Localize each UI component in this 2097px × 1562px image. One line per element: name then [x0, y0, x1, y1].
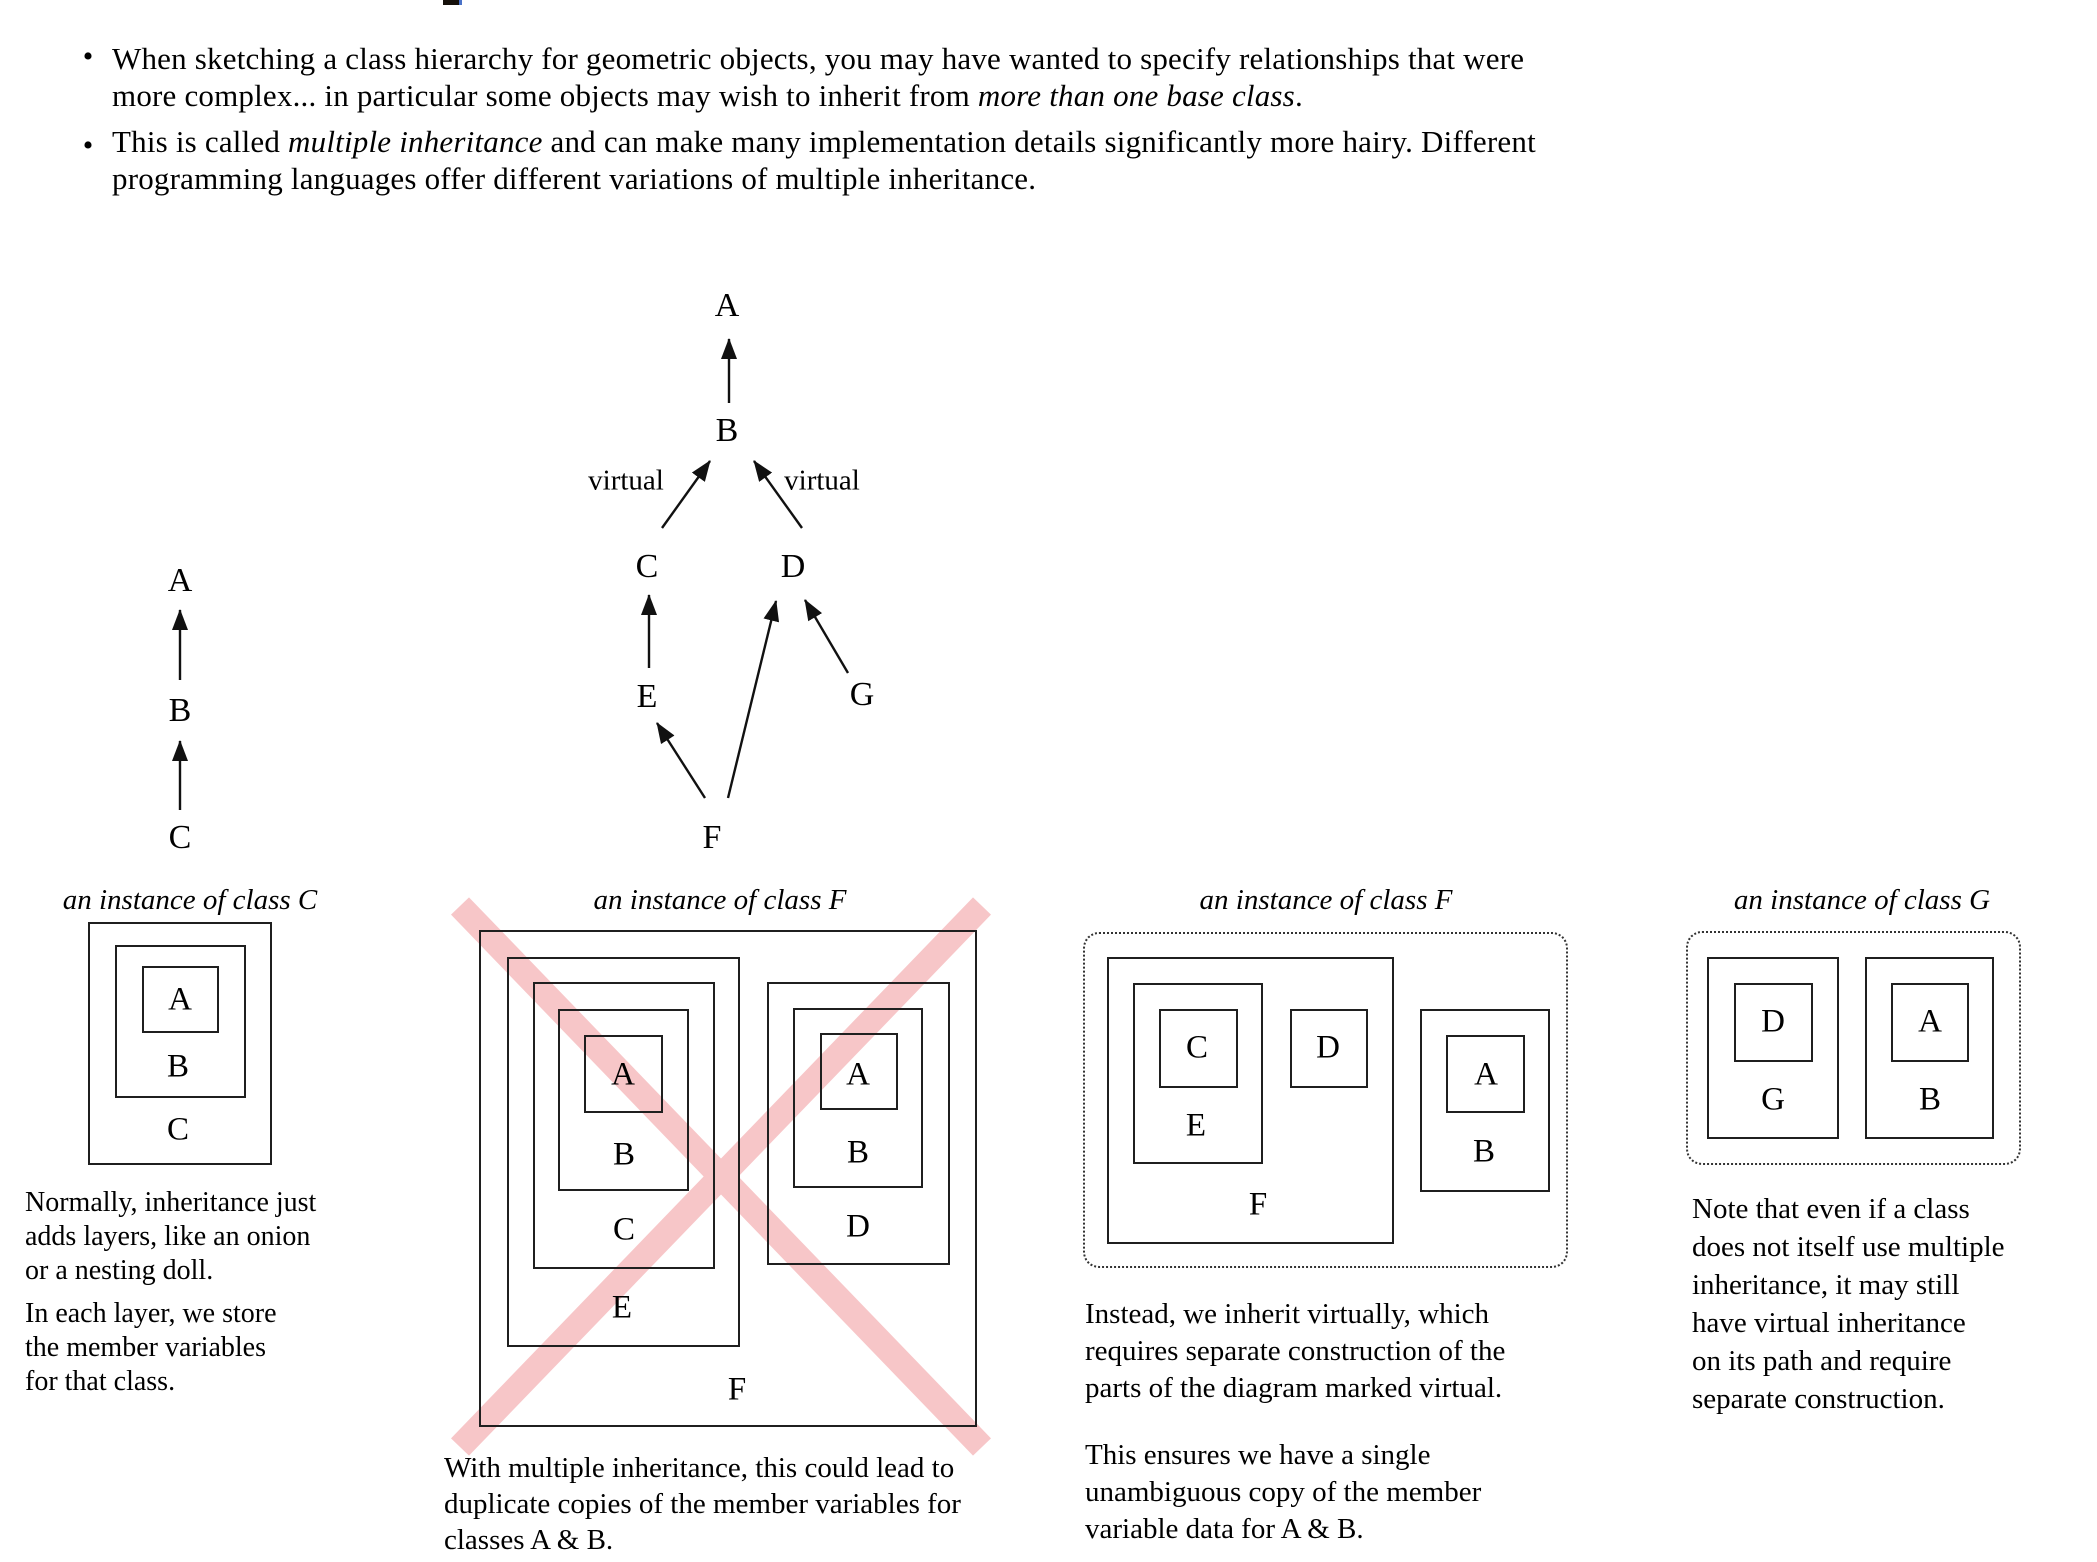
- caption-line: requires separate construction of the: [1085, 1335, 1506, 1367]
- caption-line: Note that even if a class: [1692, 1193, 1970, 1225]
- instance-fbad-label-f: F: [727, 1371, 747, 1408]
- caption-line: have virtual inheritance: [1692, 1307, 1966, 1339]
- hierarchy-node-d: D: [780, 548, 806, 585]
- instance-fbad-label-b1: B: [612, 1136, 636, 1173]
- left-chain-node-b: B: [168, 692, 192, 729]
- caption-line: does not itself use multiple: [1692, 1231, 2005, 1263]
- hierarchy-node-b: B: [715, 412, 739, 449]
- bullet-1-line-2-period: .: [1294, 78, 1303, 113]
- arrow-f-to-e: [657, 723, 705, 798]
- caption-line: inheritance, it may still: [1692, 1269, 1960, 1301]
- instance-g-label-g: G: [1761, 1081, 1785, 1118]
- caption-line: separate construction.: [1692, 1383, 1945, 1415]
- bullet-2-line-1-roman-2: and can make many implementation details significantly more hairy. Different: [542, 124, 1536, 159]
- caption-line: the member variables: [25, 1332, 267, 1363]
- caption-line: variable data for A & B.: [1085, 1513, 1364, 1545]
- instance-fbad-label-a1: A: [611, 1056, 635, 1093]
- hierarchy-node-a: A: [714, 287, 740, 324]
- inheritance-arrows: [180, 339, 848, 810]
- arrow-f-to-d: [728, 601, 776, 798]
- left-chain-node-c: C: [168, 819, 192, 856]
- instance-fbad-label-e: E: [611, 1289, 633, 1326]
- bullet-1-line-2-roman: more complex... in particular some objects may wish to inherit from: [112, 78, 978, 113]
- caption-line: parts of the diagram marked virtual.: [1085, 1372, 1503, 1404]
- instance-fgood-title: an instance of class F: [1199, 884, 1453, 916]
- instance-c-label-c: C: [166, 1111, 190, 1148]
- caption-line: adds layers, like an onion: [25, 1221, 311, 1252]
- instance-fbad-title: an instance of class F: [593, 884, 847, 916]
- instance-c-label-a: A: [168, 981, 192, 1018]
- instance-fbad-label-b2: B: [846, 1134, 870, 1171]
- instance-fgood-label-c: C: [1185, 1029, 1209, 1066]
- bullet-1-line-2-italic: more than one base class: [977, 78, 1295, 113]
- instance-fbad-label-d: D: [846, 1208, 870, 1245]
- caption-line: With multiple inheritance, this could lead to: [444, 1452, 955, 1484]
- instance-fbad-label-c: C: [612, 1211, 636, 1248]
- hierarchy-node-g: G: [849, 676, 875, 713]
- caption-line: In each layer, we store: [25, 1298, 277, 1329]
- bullet-1-marker: •: [82, 40, 94, 73]
- instance-g-label-d: D: [1761, 1003, 1785, 1040]
- bullet-1-line-1: When sketching a class hierarchy for geometric objects, you may have wanted to specify relationships that were: [112, 41, 1525, 76]
- instance-c-label-b: B: [166, 1048, 190, 1085]
- caption-line: duplicate copies of the member variables for: [444, 1488, 961, 1520]
- hierarchy-node-f: F: [702, 819, 722, 856]
- caption-line: unambiguous copy of the member: [1085, 1476, 1482, 1508]
- instance-g-label-b: B: [1918, 1081, 1942, 1118]
- virtual-label-right: virtual: [784, 464, 860, 497]
- instance-fgood-label-f: F: [1248, 1186, 1268, 1223]
- instance-fgood-label-e: E: [1185, 1107, 1207, 1144]
- instance-fgood-label-a: A: [1474, 1056, 1498, 1093]
- caption-line: for that class.: [25, 1366, 176, 1397]
- instance-g-label-a: A: [1918, 1003, 1942, 1040]
- instance-g-title: an instance of class G: [1733, 884, 1991, 916]
- arrow-c-to-b: [662, 461, 710, 528]
- caption-line: This ensures we have a single: [1085, 1439, 1431, 1471]
- instance-c-title: an instance of class C: [62, 884, 318, 916]
- virtual-label-left: virtual: [588, 464, 664, 497]
- caption-line: or a nesting doll.: [25, 1255, 214, 1286]
- hierarchy-node-e: E: [636, 678, 658, 715]
- instance-fgood-label-b: B: [1472, 1133, 1496, 1170]
- bullet-2-marker: •: [82, 129, 94, 162]
- bullet-2-line-1-italic: multiple inheritance: [288, 124, 543, 159]
- caption-line: Instead, we inherit virtually, which: [1085, 1298, 1490, 1330]
- bullet-2-line-2: programming languages offer different variations of multiple inheritance.: [112, 161, 1037, 196]
- left-chain-node-a: A: [167, 562, 193, 599]
- arrow-g-to-d: [805, 600, 848, 673]
- caption-line: Normally, inheritance just: [25, 1187, 317, 1218]
- hierarchy-node-c: C: [635, 548, 659, 585]
- instance-fgood-label-d: D: [1316, 1029, 1340, 1066]
- bullet-2-line-1-roman: This is called: [112, 124, 289, 159]
- caption-line: classes A & B.: [444, 1524, 614, 1556]
- instance-fbad-label-a2: A: [846, 1056, 870, 1093]
- caption-line: on its path and require: [1692, 1345, 1952, 1377]
- arrow-d-to-b: [754, 461, 802, 528]
